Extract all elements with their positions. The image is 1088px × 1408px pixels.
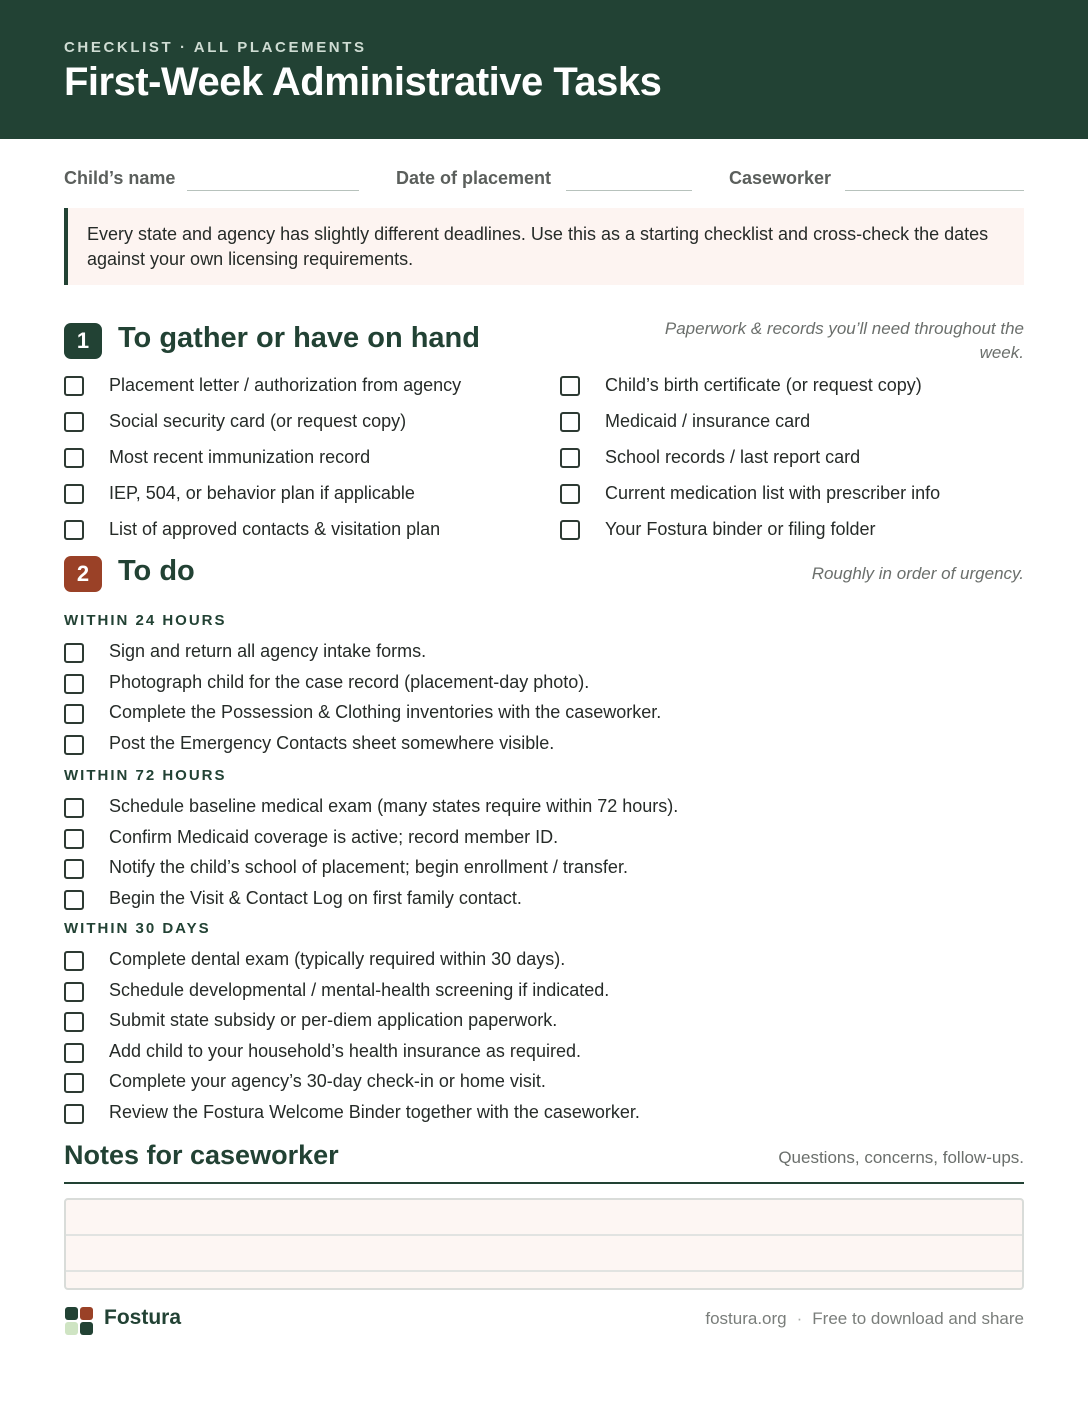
- checkbox-icon[interactable]: [64, 704, 84, 724]
- checklist-item: Schedule developmental / mental-health screening if indicated.: [109, 980, 610, 1000]
- page-title: First-Week Administrative Tasks: [64, 60, 662, 104]
- checkbox-icon[interactable]: [64, 798, 84, 818]
- checklist-item: Post the Emergency Contacts sheet somewhere visible.: [109, 733, 555, 753]
- checklist-item: Begin the Visit & Contact Log on first family contact.: [109, 888, 522, 908]
- checklist-item: Most recent immunization record: [109, 447, 371, 467]
- site-link[interactable]: fostura.org: [705, 1309, 787, 1328]
- section-1-title: To gather or have on hand: [118, 322, 480, 354]
- notice-text: Every state and agency has slightly different deadlines. Use this as a starting checklist and cross-check the dates against your own licensing requirements.: [87, 224, 989, 269]
- checkbox-icon[interactable]: [64, 376, 84, 396]
- checkbox-icon[interactable]: [64, 1012, 84, 1032]
- checklist-item: Notify the child’s school of placement; begin enrollment / transfer.: [109, 857, 628, 877]
- checklist-item: Medicaid / insurance card: [605, 411, 811, 431]
- checkbox-icon[interactable]: [64, 829, 84, 849]
- checklist-item: Complete dental exam (typically required within 30 days).: [109, 949, 566, 969]
- checkbox-icon[interactable]: [560, 376, 580, 396]
- checkbox-icon[interactable]: [64, 1073, 84, 1093]
- checklist-item: Photograph child for the case record (placement-day photo).: [109, 672, 590, 692]
- checklist-item: Sign and return all agency intake forms.: [109, 641, 427, 661]
- checkbox-icon[interactable]: [64, 412, 84, 432]
- checklist-item: Your Fostura binder or filing folder: [605, 519, 876, 539]
- notes-title: Notes for caseworker: [64, 1140, 339, 1170]
- notes-line: [66, 1234, 1022, 1236]
- section-2-title: To do: [118, 555, 195, 587]
- caseworker-label: Caseworker: [729, 168, 832, 188]
- checkbox-icon[interactable]: [64, 1043, 84, 1063]
- checkbox-icon[interactable]: [64, 859, 84, 879]
- checklist-item: Confirm Medicaid coverage is active; record member ID.: [109, 827, 559, 847]
- checklist-item: Complete your agency’s 30-day check-in or home visit.: [109, 1071, 546, 1091]
- checklist-item: Social security card (or request copy): [109, 411, 407, 431]
- checklist-item: Submit state subsidy or per-diem application paperwork.: [109, 1010, 558, 1030]
- checkbox-icon[interactable]: [64, 735, 84, 755]
- child-name-label: Child’s name: [64, 168, 176, 188]
- section-2-badge: 2: [64, 556, 102, 592]
- checkbox-icon[interactable]: [560, 520, 580, 540]
- checkbox-icon[interactable]: [64, 643, 84, 663]
- notice-box: [64, 208, 1024, 285]
- checklist-item: IEP, 504, or behavior plan if applicable: [109, 483, 415, 503]
- checkbox-icon[interactable]: [560, 448, 580, 468]
- footer-tagline: Free to download and share: [812, 1309, 1024, 1328]
- checklist-item: List of approved contacts & visitation plan: [109, 519, 441, 539]
- caseworker-field[interactable]: [845, 190, 1024, 191]
- footer-links: [705, 1309, 1024, 1329]
- checkbox-icon[interactable]: [64, 484, 84, 504]
- checkbox-icon[interactable]: [560, 484, 580, 504]
- notes-line: [66, 1270, 1022, 1272]
- checkbox-icon[interactable]: [560, 412, 580, 432]
- checkbox-icon[interactable]: [64, 890, 84, 910]
- checklist-item: School records / last report card: [605, 447, 861, 467]
- checkbox-icon[interactable]: [64, 448, 84, 468]
- child-name-field[interactable]: [187, 190, 359, 191]
- header-eyebrow: CHECKLIST · ALL PLACEMENTS: [64, 39, 367, 56]
- checklist-item: Schedule baseline medical exam (many states require within 72 hours).: [109, 796, 679, 816]
- group-label: WITHIN 72 HOURS: [64, 767, 227, 784]
- section-2-note: Roughly in order of urgency.: [811, 564, 1024, 583]
- checklist-item: Child’s birth certificate (or request copy): [605, 375, 922, 395]
- section-1-note: Paperwork & records you’ll need throughout the week.: [664, 319, 1024, 362]
- date-of-placement-label: Date of placement: [396, 168, 552, 188]
- checkbox-icon[interactable]: [64, 982, 84, 1002]
- checkbox-icon[interactable]: [64, 951, 84, 971]
- group-label: WITHIN 24 HOURS: [64, 612, 227, 629]
- notes-divider: [64, 1182, 1024, 1184]
- fostura-logo-icon: [65, 1307, 93, 1335]
- checklist-item: Current medication list with prescriber info: [605, 483, 941, 503]
- checklist-item: Add child to your household’s health insurance as required.: [109, 1041, 581, 1061]
- group-label: WITHIN 30 DAYS: [64, 920, 211, 937]
- date-of-placement-field[interactable]: [566, 190, 692, 191]
- checklist-item: Review the Fostura Welcome Binder together with the caseworker.: [109, 1102, 640, 1122]
- checkbox-icon[interactable]: [64, 1104, 84, 1124]
- page-header: [0, 0, 1088, 139]
- checkbox-icon[interactable]: [64, 520, 84, 540]
- notes-textarea[interactable]: [64, 1198, 1024, 1290]
- footer-separator: ·: [796, 1309, 803, 1328]
- checklist-item: Complete the Possession & Clothing inventories with the caseworker.: [109, 702, 662, 722]
- checklist-item: Placement letter / authorization from agency: [109, 375, 462, 395]
- brand-name: Fostura: [104, 1306, 182, 1329]
- notes-hint: Questions, concerns, follow-ups.: [778, 1148, 1024, 1167]
- section-1-badge: 1: [64, 323, 102, 359]
- checkbox-icon[interactable]: [64, 674, 84, 694]
